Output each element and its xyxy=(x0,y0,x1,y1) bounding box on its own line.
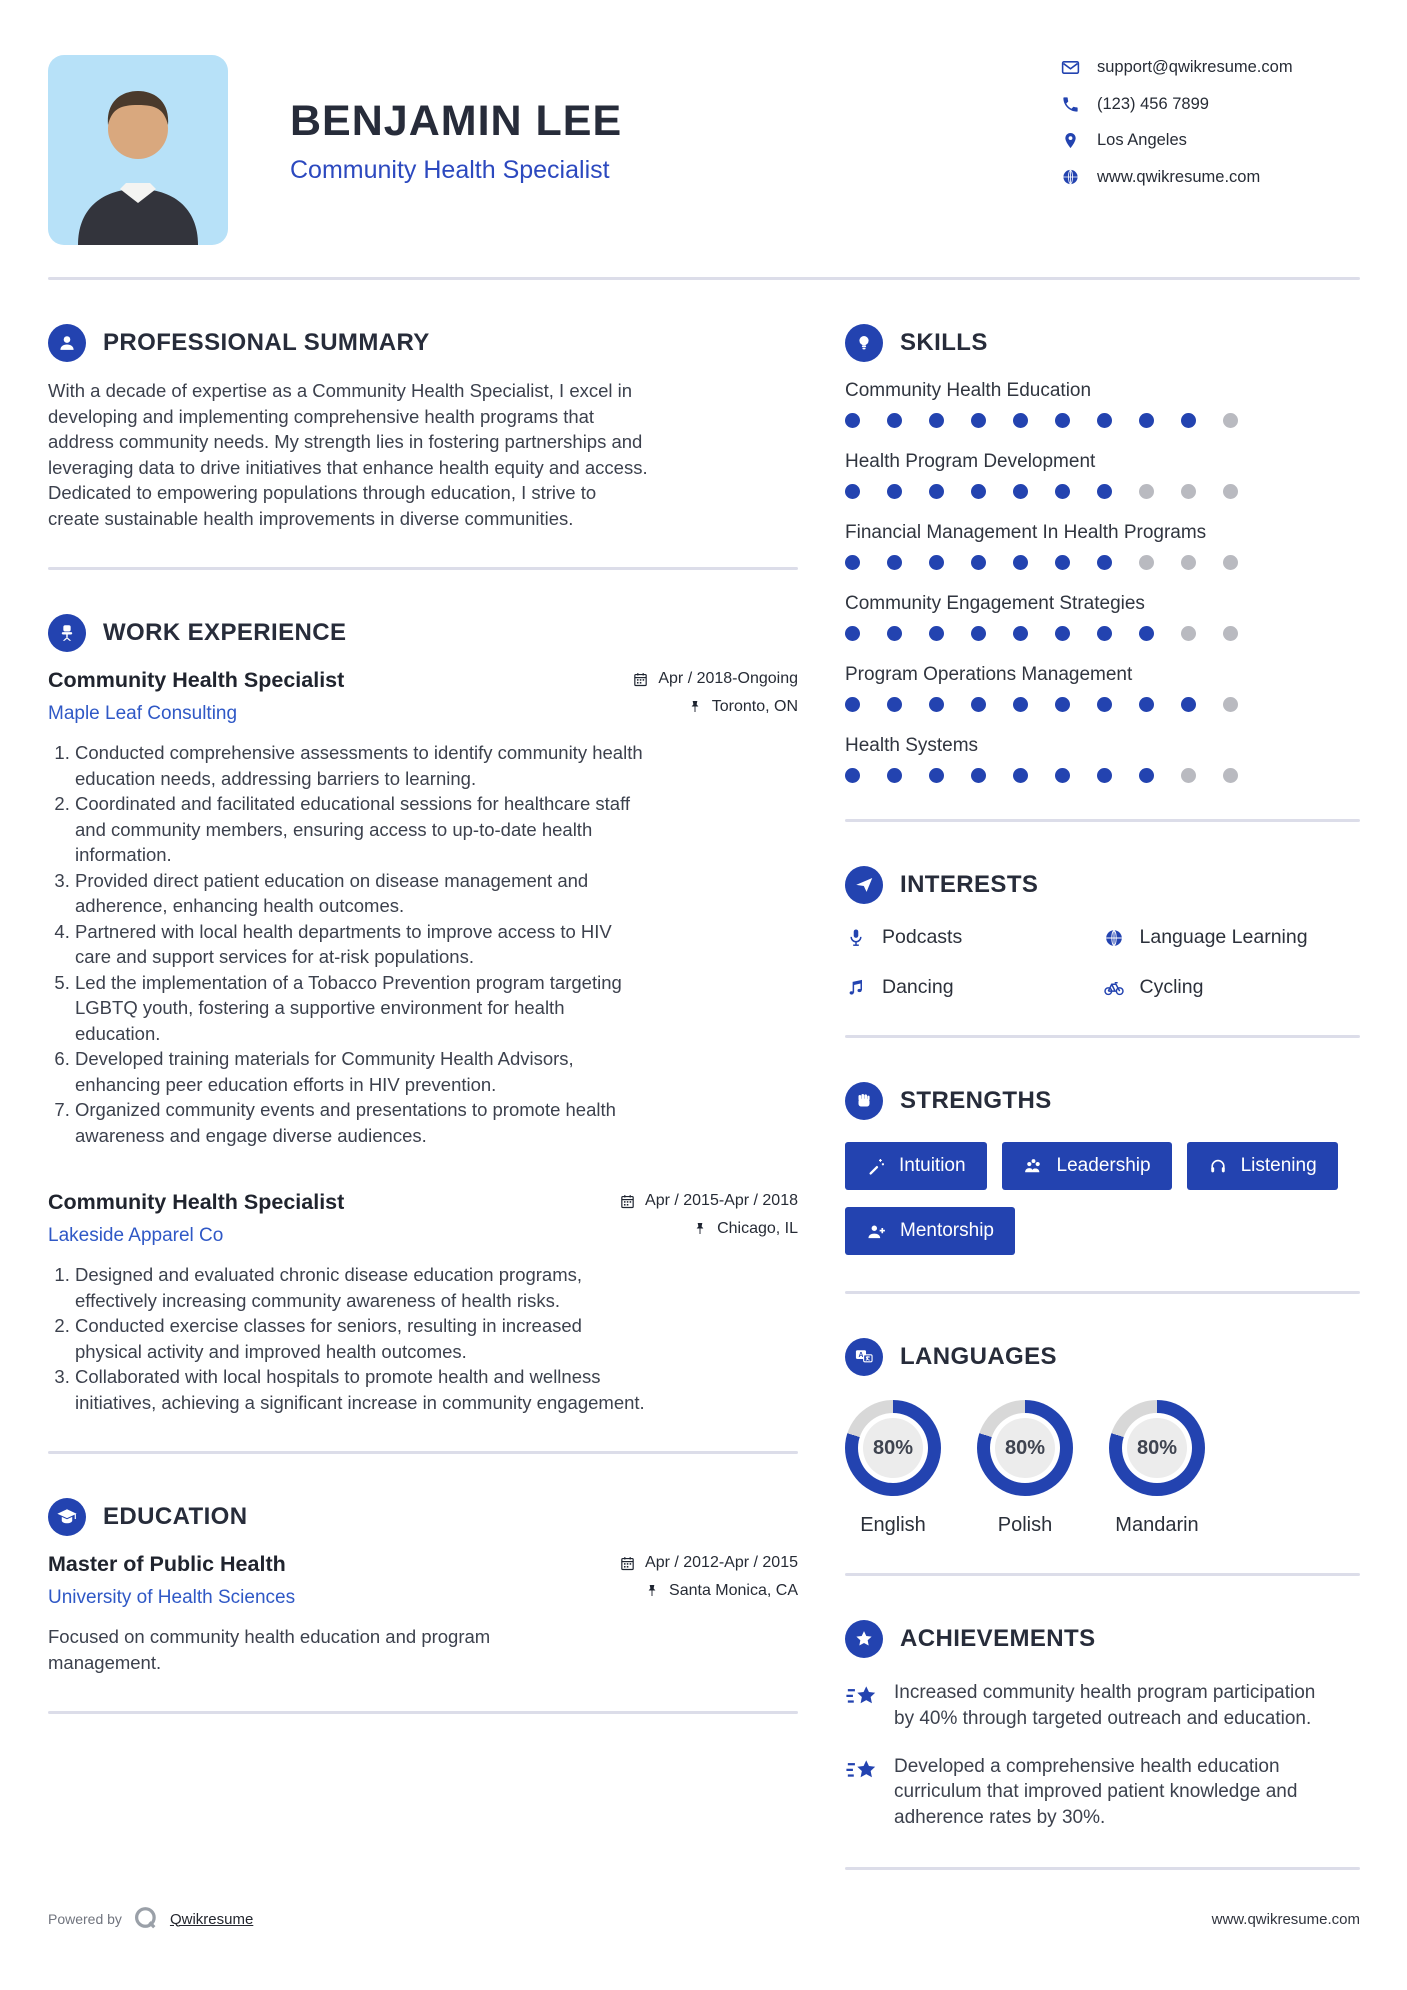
strength-badge-mentorship[interactable]: Mentorship xyxy=(845,1207,1015,1255)
summary-text: With a decade of expertise as a Community Health Specialist, I excel in developing and implementing comprehensive health programs that address community needs. My strength lies in fostering partnerships and leveraging data to drive initiatives that enhance health equity and access. Dedicated to empowering populations through education, I strive to create sustainable health improvements in diverse communities. xyxy=(48,380,648,529)
skill-dot xyxy=(971,413,986,428)
job-entry xyxy=(48,668,798,1148)
skill-dot xyxy=(1181,768,1196,783)
job-bullet: 4. Partnered with local health departments to improve access to HIV care and support services for at-risk populations. xyxy=(75,919,648,970)
skill-dot xyxy=(1223,768,1238,783)
contact-list xyxy=(1060,57,1360,204)
job-bullet: 1. Conducted comprehensive assessments to identify community health education needs, addressing barriers to learning. xyxy=(75,740,648,791)
section-title: SKILLS xyxy=(900,329,988,356)
skill-dot xyxy=(1097,484,1112,499)
section-divider xyxy=(845,1291,1360,1294)
job-bullet: 3. Provided direct patient education on disease management and adherence, enhancing health outcomes. xyxy=(75,868,648,919)
shooting-star-icon xyxy=(845,1755,879,1789)
svg-text:A: A xyxy=(858,1352,864,1360)
language-percent: 80% xyxy=(872,1436,914,1459)
skill-dot xyxy=(1097,768,1112,783)
pushpin-icon xyxy=(692,1221,708,1237)
skill-rating xyxy=(845,413,1238,428)
interest-item: Language Learning xyxy=(1103,926,1361,949)
section-achievements xyxy=(845,1620,1360,1831)
skill-dot xyxy=(929,555,944,570)
phone-icon xyxy=(1060,95,1081,114)
microphone-icon xyxy=(845,927,867,948)
calendar-icon xyxy=(632,671,649,688)
skill-dot xyxy=(1139,768,1154,783)
skill-dot xyxy=(887,697,902,712)
strength-badge-intuition[interactable]: Intuition xyxy=(845,1142,987,1190)
skill-dot xyxy=(1139,555,1154,570)
strength-badge-leadership[interactable]: Leadership xyxy=(1002,1142,1172,1190)
strengths-icon xyxy=(845,1082,883,1120)
job-bullet-list xyxy=(48,1262,648,1415)
contact-location xyxy=(1060,131,1360,150)
contact-website-text: www.qwikresume.com xyxy=(1097,167,1261,186)
skill-name: Community Health Education xyxy=(845,380,1092,401)
magic-wand-icon xyxy=(866,1156,886,1176)
skill-dot xyxy=(1223,555,1238,570)
interest-item: Dancing xyxy=(845,975,1103,999)
skill-dot xyxy=(971,768,986,783)
skill-dot xyxy=(971,484,986,499)
skill-dot xyxy=(1055,626,1070,641)
section-divider xyxy=(845,1035,1360,1038)
skill-dot xyxy=(1223,697,1238,712)
achievement-item xyxy=(845,1754,1325,1831)
skill-dot xyxy=(1181,555,1196,570)
skill-dot xyxy=(971,555,986,570)
skill-dot xyxy=(1055,484,1070,499)
candidate-name: BENJAMIN LEE xyxy=(290,97,623,145)
globe-icon xyxy=(1060,167,1081,187)
globe-icon xyxy=(1103,927,1125,949)
language-name: English xyxy=(860,1514,926,1536)
skill-dot xyxy=(971,626,986,641)
skill-dot xyxy=(1055,697,1070,712)
degree-title: Master of Public Health xyxy=(48,1552,286,1577)
education-description: Focused on community health education and program management. xyxy=(48,1626,491,1673)
skill-rating xyxy=(845,697,1238,712)
section-divider xyxy=(48,1451,798,1454)
section-languages xyxy=(845,1338,1360,1537)
section-skills xyxy=(845,324,1360,783)
skill-dot xyxy=(887,555,902,570)
footer-website: www.qwikresume.com xyxy=(1211,1910,1360,1928)
qwikresume-link[interactable]: Qwikresume xyxy=(169,1910,254,1928)
contact-email[interactable] xyxy=(1060,57,1360,78)
skill-dot xyxy=(1013,484,1028,499)
skill-dot xyxy=(887,768,902,783)
skills-list xyxy=(845,380,1360,783)
language-item xyxy=(977,1400,1073,1537)
skill-dot xyxy=(971,697,986,712)
powered-by-block xyxy=(48,1904,253,1934)
users-icon xyxy=(1023,1156,1044,1177)
skill-dot xyxy=(845,697,860,712)
skill-dot xyxy=(1181,484,1196,499)
language-progress-ring xyxy=(977,1400,1073,1496)
strength-badge-listening[interactable]: Listening xyxy=(1187,1142,1338,1190)
achievement-text: Developed a comprehensive health education curriculum that improved patient knowledge and adherence rates by 30%. xyxy=(894,1755,1298,1829)
bicycle-icon xyxy=(1103,975,1125,999)
skill-dot xyxy=(1139,484,1154,499)
job-bullet: 2. Conducted exercise classes for seniors, resulting in increased physical activity and improved health outcomes. xyxy=(75,1313,648,1364)
skill-dot xyxy=(845,413,860,428)
skill-rating xyxy=(845,626,1238,641)
company-link[interactable]: Maple Leaf Consulting xyxy=(48,703,238,725)
section-title: EDUCATION xyxy=(103,1503,248,1531)
email-icon xyxy=(1060,57,1081,78)
language-item xyxy=(845,1400,941,1537)
language-name: Mandarin xyxy=(1115,1514,1199,1536)
section-divider xyxy=(48,1711,798,1714)
skill-dot xyxy=(929,413,944,428)
section-title: INTERESTS xyxy=(900,871,1039,898)
skill-dot xyxy=(845,626,860,641)
skill-dot xyxy=(1013,555,1028,570)
achievement-item xyxy=(845,1680,1325,1732)
header xyxy=(48,55,1360,245)
identity-block xyxy=(290,97,622,185)
skill-dot xyxy=(887,484,902,499)
profile-photo xyxy=(48,55,228,245)
powered-by-label: Powered by xyxy=(48,1911,122,1927)
skill-dot xyxy=(929,768,944,783)
skill-rating xyxy=(845,484,1238,499)
skill-name: Health Systems xyxy=(845,735,979,756)
skill-rating xyxy=(845,768,1238,783)
interest-item: Podcasts xyxy=(845,926,1103,949)
languages-list xyxy=(845,1400,1360,1537)
job-bullet: 5. Led the implementation of a Tobacco Prevention program targeting LGBTQ youth, fostering a supportive environment for health education. xyxy=(75,970,648,1047)
section-divider xyxy=(48,567,798,570)
music-note-icon xyxy=(845,977,867,998)
interest-item: Cycling xyxy=(1103,975,1361,999)
interest-list xyxy=(845,926,1360,999)
section-interests xyxy=(845,866,1360,999)
skill-dot xyxy=(887,626,902,641)
job-location: Chicago, IL xyxy=(619,1220,798,1238)
language-progress-ring xyxy=(845,1400,941,1496)
education-date: Apr / 2012-Apr / 2015 xyxy=(619,1554,798,1572)
skill-dot xyxy=(1139,626,1154,641)
pushpin-icon xyxy=(644,1583,660,1599)
section-education xyxy=(48,1498,798,1675)
skill-dot xyxy=(1139,413,1154,428)
language-percent: 80% xyxy=(1004,1436,1046,1459)
education-icon xyxy=(48,1498,86,1536)
language-percent: 80% xyxy=(1136,1436,1178,1459)
job-location: Toronto, ON xyxy=(632,698,798,716)
profile-photo-illustration xyxy=(48,55,228,245)
section-divider xyxy=(845,1573,1360,1576)
location-icon xyxy=(1060,131,1081,150)
skill-dot xyxy=(887,413,902,428)
skill-dot xyxy=(1181,697,1196,712)
left-column xyxy=(48,280,798,1870)
achievements-icon xyxy=(845,1620,883,1658)
job-bullet-list xyxy=(48,740,648,1148)
job-bullet: 6. Developed training materials for Community Health Advisors, enhancing peer education efforts in HIV prevention. xyxy=(75,1046,648,1097)
interests-icon xyxy=(845,866,883,904)
pushpin-icon xyxy=(687,699,703,715)
job-entry xyxy=(48,1190,798,1415)
qwikresume-logo xyxy=(131,1904,161,1934)
work-experience-icon xyxy=(48,614,86,652)
skill-dot xyxy=(1223,484,1238,499)
skill-dot xyxy=(1013,626,1028,641)
section-divider xyxy=(845,819,1360,822)
skill-dot xyxy=(1013,768,1028,783)
section-work-experience xyxy=(48,614,798,1415)
headphones-icon xyxy=(1208,1156,1228,1176)
skill-dot xyxy=(1223,413,1238,428)
skill-dot xyxy=(845,484,860,499)
job-bullet: 2. Coordinated and facilitated educational sessions for healthcare staff and community members, ensuring access to up-to-date health information. xyxy=(75,791,648,868)
skill-dot xyxy=(1181,626,1196,641)
language-name: Polish xyxy=(997,1514,1053,1536)
languages-icon xyxy=(845,1338,883,1376)
job-date: Apr / 2018-Ongoing xyxy=(632,670,798,688)
skill-rating xyxy=(845,555,1238,570)
candidate-job-title: Community Health Specialist xyxy=(290,156,610,184)
section-title: LANGUAGES xyxy=(900,1343,1057,1370)
job-bullet: 1. Designed and evaluated chronic disease education programs, effectively increasing community awareness of health risks. xyxy=(75,1262,648,1313)
job-title: Community Health Specialist xyxy=(48,668,345,693)
skill-dot xyxy=(1055,413,1070,428)
skill-name: Program Operations Management xyxy=(845,664,1133,685)
skill-dot xyxy=(1223,626,1238,641)
skill-dot xyxy=(1055,768,1070,783)
language-progress-ring xyxy=(1109,1400,1205,1496)
skill-dot xyxy=(929,484,944,499)
skill-dot xyxy=(1097,413,1112,428)
section-divider xyxy=(845,1867,1360,1870)
skill-dot xyxy=(1013,413,1028,428)
right-column xyxy=(845,280,1360,1870)
user-plus-icon xyxy=(866,1221,887,1242)
job-title: Community Health Specialist xyxy=(48,1190,345,1215)
section-title: ACHIEVEMENTS xyxy=(900,1625,1096,1652)
school-link[interactable]: University of Health Sciences xyxy=(48,1587,296,1609)
skill-dot xyxy=(1097,626,1112,641)
shooting-star-icon xyxy=(845,1681,879,1715)
contact-phone[interactable] xyxy=(1060,95,1360,114)
achievement-text: Increased community health program participation by 40% through targeted outreach and education. xyxy=(894,1682,1316,1729)
skill-dot xyxy=(929,697,944,712)
education-location: Santa Monica, CA xyxy=(619,1582,798,1600)
skill-dot xyxy=(1139,697,1154,712)
section-title: PROFESSIONAL SUMMARY xyxy=(103,329,430,356)
professional-summary-icon xyxy=(48,324,86,362)
skill-dot xyxy=(845,555,860,570)
section-title: STRENGTHS xyxy=(900,1087,1052,1114)
skill-name: Community Engagement Strategies xyxy=(845,593,1145,614)
skill-name: Health Program Development xyxy=(845,451,1096,472)
skill-dot xyxy=(1055,555,1070,570)
language-item xyxy=(1109,1400,1205,1537)
calendar-icon xyxy=(619,1555,636,1572)
skill-dot xyxy=(1097,697,1112,712)
contact-email-text: support@qwikresume.com xyxy=(1097,58,1293,76)
job-bullet: 3. Collaborated with local hospitals to promote health and wellness initiatives, achieving a significant increase in community engagement. xyxy=(75,1364,648,1415)
contact-location-text: Los Angeles xyxy=(1097,131,1187,149)
job-date: Apr / 2015-Apr / 2018 xyxy=(619,1192,798,1210)
skill-dot xyxy=(1181,413,1196,428)
skills-icon xyxy=(845,324,883,362)
footer xyxy=(48,1904,1360,1934)
strengths-list xyxy=(845,1142,1360,1255)
contact-website[interactable] xyxy=(1060,167,1360,187)
skill-dot xyxy=(1097,555,1112,570)
company-link[interactable]: Lakeside Apparel Co xyxy=(48,1225,224,1247)
skill-name: Financial Management In Health Programs xyxy=(845,522,1207,543)
skill-dot xyxy=(1013,697,1028,712)
skill-dot xyxy=(929,626,944,641)
section-strengths xyxy=(845,1082,1360,1255)
job-bullet: 7. Organized community events and presentations to promote health awareness and engage diverse audiences. xyxy=(75,1097,648,1148)
education-entry xyxy=(48,1552,798,1675)
calendar-icon xyxy=(619,1193,636,1210)
section-title: WORK EXPERIENCE xyxy=(103,619,347,647)
skill-dot xyxy=(845,768,860,783)
section-professional-summary xyxy=(48,324,798,531)
contact-phone-text: (123) 456 7899 xyxy=(1097,95,1209,113)
